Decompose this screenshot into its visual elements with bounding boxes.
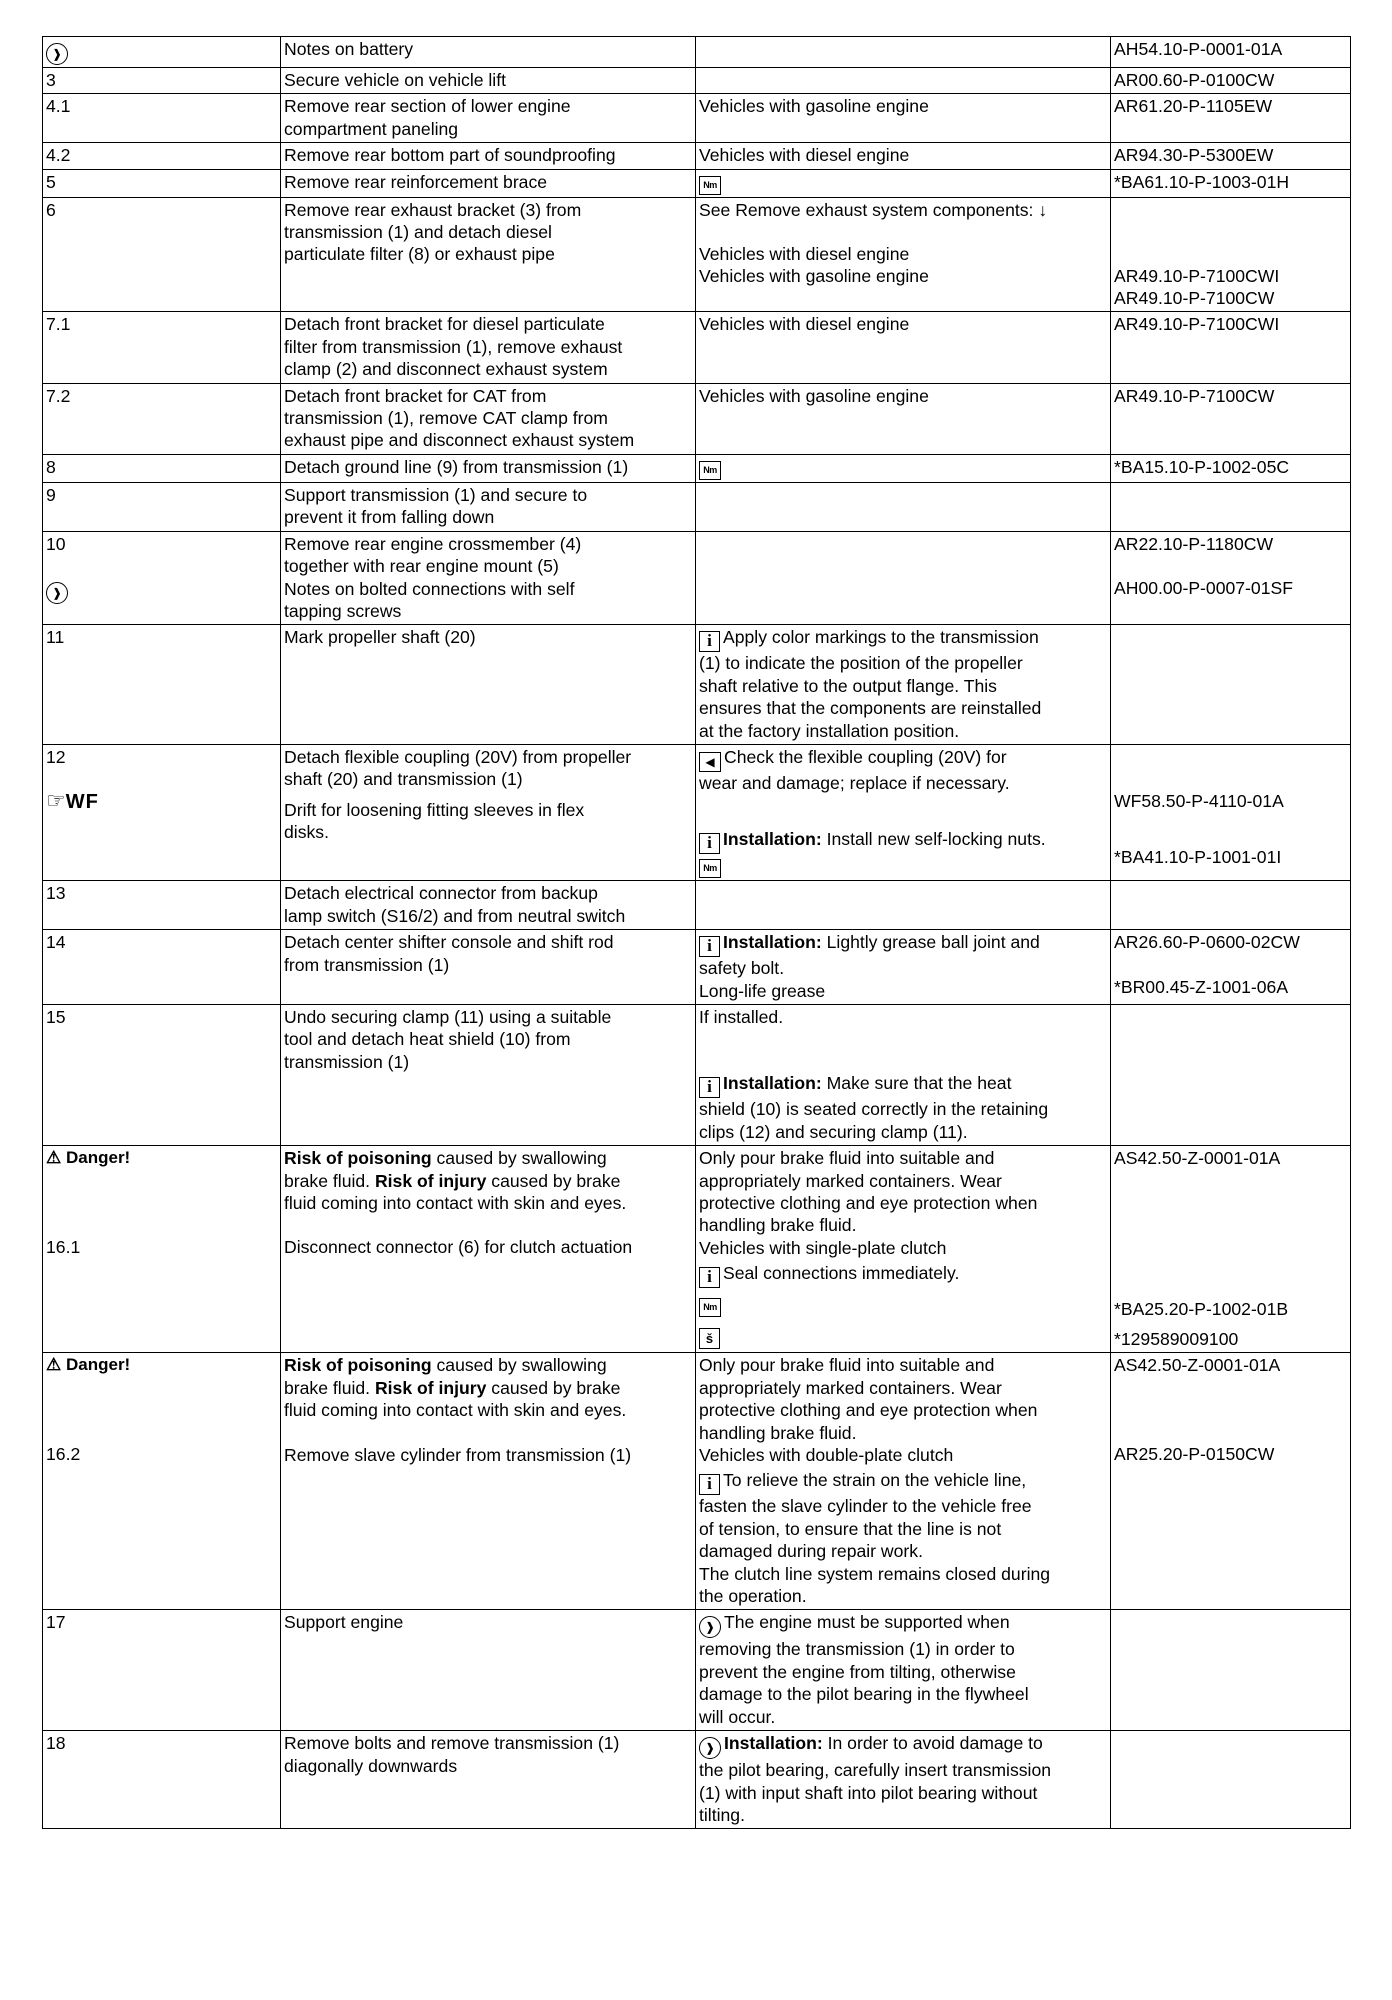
step-text: Support engine — [281, 1610, 696, 1731]
reference-link[interactable]: AH54.10-P-0001-01A — [1111, 37, 1351, 68]
reference-link[interactable]: *BA25.20-P-1002-01B — [1114, 1298, 1289, 1319]
torque-nm-icon[interactable]: Nm — [699, 176, 721, 195]
reference-link[interactable]: *BR00.45-Z-1001-06A — [1114, 976, 1289, 997]
step-number: 14 — [43, 930, 281, 1005]
torque-nm-icon[interactable]: Nm — [699, 461, 721, 480]
step-text: Notes on battery — [281, 37, 696, 68]
step-number: 16.2 — [46, 1443, 81, 1464]
table-row: 15 Undo securing clamp (11) using a suitable tool and detach heat shield (10) from transmission (1) If installed. i Installation: Make sure that the heat shield (10) is seated correctly in the retaining clips (12) and securing clamp (11). — [43, 1004, 1351, 1145]
info-icon: i — [699, 1267, 720, 1288]
table-row: 6 Remove rear exhaust bracket (3) from transmission (1) and detach diesel particulate filter (8) or exhaust pipe See Remove exhaust system components: ↓ Vehicles with diesel engine Vehicles with gasoline engine AR49.10-P-7100CWI AR49.10-P-7100CW — [43, 197, 1351, 312]
table-row: 17 Support engine ❱ The engine must be supported when removing the transmission (1) in order to prevent the engine from tilting, otherwise damage to the pilot bearing in the flywheel will occur. — [43, 1610, 1351, 1731]
step-number: 15 — [43, 1004, 281, 1145]
reference-link[interactable]: AR61.20-P-1105EW — [1111, 94, 1351, 143]
step-number: 4.1 — [43, 94, 281, 143]
step-text: Secure vehicle on vehicle lift — [281, 68, 696, 94]
step-number: 17 — [43, 1610, 281, 1731]
table-row: 11 Mark propeller shaft (20) i Apply color markings to the transmission (1) to indicate the position of the propeller shaft relative to the output flange. This ensures that the components are reinstalled at the factory installation position. — [43, 625, 1351, 745]
step-number: 16.1 — [46, 1236, 81, 1257]
step-number: 7.2 — [43, 383, 281, 454]
reference-link[interactable]: *BA41.10-P-1001-01I — [1114, 847, 1282, 868]
note-icon: ❱ — [46, 582, 68, 604]
step-number: 18 — [43, 1731, 281, 1829]
reference-link[interactable]: AS42.50-Z-0001-01A — [1114, 1148, 1281, 1169]
condition-text: Vehicles with diesel engine — [696, 143, 1111, 169]
reference-link[interactable]: *129589009100 — [1114, 1329, 1239, 1349]
reference-link[interactable]: AR26.60-P-0600-02CW — [1114, 932, 1300, 953]
table-row: 12 ☞WF Detach flexible coupling (20V) from propeller shaft (20) and transmission (1) Drift for loosening fitting sleeves in flex disks. ◀ Check the flexible coupling (20V) for wear and damage; replace if necessary. i Installation: Install new self-locking nuts. Nm WF58.50-P-4110-01A *BA41.10-P-1001-01I — [43, 744, 1351, 880]
step-text: Remove rear bottom part of soundproofing — [281, 143, 696, 169]
info-icon: i — [699, 936, 720, 957]
info-icon: i — [699, 1077, 720, 1098]
step-number: 12 — [46, 746, 66, 767]
table-row — [43, 454, 1351, 482]
table-row: ⚠ Danger! 16.1 Risk of poisoning caused by swallowing brake fluid. Risk of injury caused by brake fluid coming into contact with skin and eyes. Disconnect connector (6) for clutch actuation Only pour brake fluid into suitable and appropriately marked containers. Wear protective clothing and eye protection when handling brake fluid. Vehicles with single-plate clutch i Seal connections immediately. Nm š AS42.50-Z-0001-01A *BA25.20-P-1002-01B *129589009100 — [43, 1146, 1351, 1353]
step-number: 10 — [46, 533, 66, 554]
table-row: ⚠ Danger! 16.2 Risk of poisoning caused by swallowing brake fluid. Risk of injury caused by brake fluid coming into contact with skin and eyes. Remove slave cylinder from transmission (1) Only pour brake fluid into suitable and appropriately marked containers. Wear protective clothing and eye protection when handling brake fluid. Vehicles with double-plate clutch i To relieve the strain on the vehicle line, fasten the slave cylinder to the vehicle free of tension, to ensure that the line is not damaged during repair work. The clutch line system remains closed during the operation. AS42.50-Z-0001-01A AR25.20-P-0150CW — [43, 1353, 1351, 1610]
danger-warning-icon: ⚠ — [46, 1148, 62, 1168]
reference-link[interactable]: *BA61.10-P-1003-01H — [1111, 169, 1351, 197]
info-icon: i — [699, 1474, 720, 1495]
torque-nm-icon[interactable]: Nm — [699, 1298, 721, 1317]
step-number: 3 — [43, 68, 281, 94]
procedure-table — [42, 36, 1351, 1829]
step-text: Remove rear reinforcement brace — [281, 169, 696, 197]
condition-text: Vehicles with diesel engine — [696, 312, 1111, 383]
reference-link[interactable]: AR49.10-P-7100CW — [1111, 383, 1351, 454]
step-text: Mark propeller shaft (20) — [281, 625, 696, 745]
reference-link[interactable]: AH00.00-P-0007-01SF — [1114, 578, 1293, 599]
table-row: 13 Detach electrical connector from backup lamp switch (S16/2) and from neutral switch — [43, 881, 1351, 930]
step-number: 7.1 — [43, 312, 281, 383]
table-row: 7.1 Detach front bracket for diesel particulate filter from transmission (1), remove exhaust clamp (2) and disconnect exhaust system Vehicles with diesel engine AR49.10-P-7100CWI — [43, 312, 1351, 383]
torque-nm-icon[interactable]: Nm — [699, 859, 721, 878]
reference-link[interactable]: AR49.10-P-7100CW — [1114, 288, 1275, 309]
check-icon: ◀ — [699, 752, 721, 772]
hand-pointer-icon: ☞ — [46, 788, 66, 814]
danger-warning-icon: ⚠ — [46, 1355, 62, 1375]
step-text: Detach ground line (9) from transmission (1) — [281, 454, 696, 482]
table-row: 18 Remove bolts and remove transmission (1) diagonally downwards ❱ Installation: In order to avoid damage to the pilot bearing, carefully insert transmission (1) with input shaft into pilot bearing without tilting. — [43, 1731, 1351, 1829]
condition-text: Vehicles with gasoline engine — [696, 383, 1111, 454]
step-number: 9 — [43, 482, 281, 531]
reference-link[interactable]: AR49.10-P-7100CWI — [1111, 312, 1351, 383]
see-link[interactable]: See Remove exhaust system components: ↓ — [699, 199, 1048, 220]
step-number: 5 — [43, 169, 281, 197]
info-icon: i — [699, 833, 720, 854]
step-number: 13 — [43, 881, 281, 930]
reference-link[interactable]: AR22.10-P-1180CW — [1114, 533, 1274, 554]
table-row: 14 Detach center shifter console and shift rod from transmission (1) i Installation: Lightly grease ball joint and safety bolt. Long-life grease AR26.60-P-0600-02CW *BR00.45-Z-1001-06A — [43, 930, 1351, 1005]
step-number: 4.2 — [43, 143, 281, 169]
table-row: 4.1 Remove rear section of lower engine compartment paneling Vehicles with gasoline engine AR61.20-P-1105EW — [43, 94, 1351, 143]
table-row: 7.2 Detach front bracket for CAT from transmission (1), remove CAT clamp from exhaust pipe and disconnect exhaust system Vehicles with gasoline engine AR49.10-P-7100CW — [43, 383, 1351, 454]
reference-link[interactable]: AS42.50-Z-0001-01A — [1114, 1355, 1281, 1376]
reference-link[interactable]: AR94.30-P-5300EW — [1111, 143, 1351, 169]
reference-link[interactable]: *BA15.10-P-1002-05C — [1111, 454, 1351, 482]
reference-link[interactable]: AR25.20-P-0150CW — [1114, 1443, 1275, 1464]
step-number: 8 — [43, 454, 281, 482]
danger-label: Danger! — [65, 1148, 131, 1168]
table-row — [43, 169, 1351, 197]
table-row: 10 ❱ Remove rear engine crossmember (4) together with rear engine mount (5) Notes on bolted connections with self tapping screws AR22.10-P-1180CW AH00.00-P-0007-01SF — [43, 531, 1351, 625]
repair-procedure-document — [42, 36, 1351, 1829]
table-row — [43, 143, 1351, 169]
table-row — [43, 37, 1351, 68]
note-icon: ❱ — [46, 43, 68, 65]
workshop-file-label: WF — [65, 791, 99, 814]
reference-link[interactable]: AR49.10-P-7100CWI — [1114, 265, 1280, 286]
info-icon: i — [699, 631, 720, 652]
note-icon: ❱ — [699, 1737, 721, 1759]
step-number: 6 — [43, 197, 281, 312]
table-row — [43, 68, 1351, 94]
reference-link[interactable]: AR00.60-P-0100CW — [1111, 68, 1351, 94]
note-icon: ❱ — [699, 1616, 721, 1638]
reference-link[interactable]: WF58.50-P-4110-01A — [1114, 790, 1284, 811]
step-number: 11 — [43, 625, 281, 745]
condition-text: Vehicles with gasoline engine — [696, 94, 1111, 143]
special-tool-icon[interactable]: š — [699, 1328, 720, 1349]
danger-label: Danger! — [65, 1355, 131, 1375]
table-row: 9 Support transmission (1) and secure to prevent it from falling down — [43, 482, 1351, 531]
